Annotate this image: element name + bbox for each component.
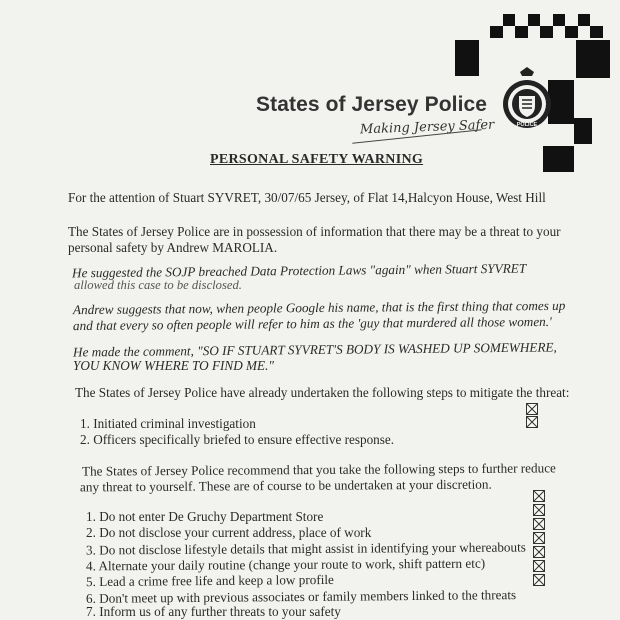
list-item: 2. Officers specifically briefed to ensure effective response. bbox=[80, 432, 395, 447]
list-item: 3. Do not disclose lifestyle details that might assist in identifying your whereabouts bbox=[85, 539, 526, 558]
list-item: 2. Do not disclose your current address, place of work bbox=[86, 525, 372, 540]
checkbox-checked[interactable] bbox=[533, 518, 545, 530]
list-item: 4. Alternate your daily routine (change your route to work, shift pattern etc) bbox=[85, 555, 486, 574]
steps-intro: The States of Jersey Police have already undertaken the following steps to mitigate the threat: bbox=[75, 385, 570, 400]
checkbox-checked[interactable] bbox=[533, 546, 545, 558]
paragraph-line: YOU KNOW WHERE TO FIND ME." bbox=[73, 358, 274, 373]
slogan: Making Jersey Safer bbox=[359, 117, 495, 138]
paragraph-line: and that every so often people will refer to him as the 'guy that murdered all those women.' bbox=[72, 313, 552, 334]
checkbox-checked[interactable] bbox=[533, 574, 545, 586]
list-item: 5. Lead a crime free life and keep a low profile bbox=[85, 571, 334, 590]
list-item: 1. Do not enter De Gruchy Department Store bbox=[86, 509, 324, 524]
paragraph-line: The States of Jersey Police recommend that you take the following steps to further reduce bbox=[81, 460, 556, 479]
checkbox-checked[interactable] bbox=[533, 560, 545, 572]
list-item: 6. Don't meet up with previous associates or family members linked to the threats bbox=[85, 587, 517, 606]
checkbox-checked[interactable] bbox=[533, 490, 545, 502]
paragraph-line: He suggested the SOJP breached Data Protection Laws "again" when Stuart SYVRET bbox=[71, 260, 527, 281]
paragraph-line: any threat to yourself. These are of course to be undertaken at your discretion. bbox=[79, 476, 492, 495]
checkbox-checked[interactable] bbox=[526, 416, 538, 428]
checkbox-checked[interactable] bbox=[533, 504, 545, 516]
paragraph-line: allowed this case to be disclosed. bbox=[74, 278, 242, 292]
list-item: 1. Initiated criminal investigation bbox=[80, 416, 256, 431]
document-title: PERSONAL SAFETY WARNING bbox=[210, 152, 424, 167]
paragraph-line: personal safety by Andrew MAROLIA. bbox=[68, 240, 278, 255]
paragraph-line: Andrew suggests that now, when people Google his name, that is the first thing that comes up bbox=[72, 297, 566, 318]
police-crest-icon bbox=[496, 66, 558, 134]
attention-line: For the attention of Stuart SYVRET, 30/07/65 Jersey, of Flat 14,Halcyon House, West Hill bbox=[68, 190, 546, 205]
checkbox-checked[interactable] bbox=[533, 532, 545, 544]
list-item: 7. Inform us of any further threats to your safety bbox=[86, 604, 341, 619]
organisation-name: States of Jersey Police bbox=[256, 93, 488, 116]
paragraph-line: He made the comment, "SO IF STUART SYVRET'S BODY IS WASHED UP SOMEWHERE, bbox=[72, 339, 557, 360]
crest-label: POLICE bbox=[516, 122, 538, 128]
paragraph-line: The States of Jersey Police are in possession of information that there may be a threat to your bbox=[68, 224, 561, 239]
checkbox-checked[interactable] bbox=[526, 403, 538, 415]
